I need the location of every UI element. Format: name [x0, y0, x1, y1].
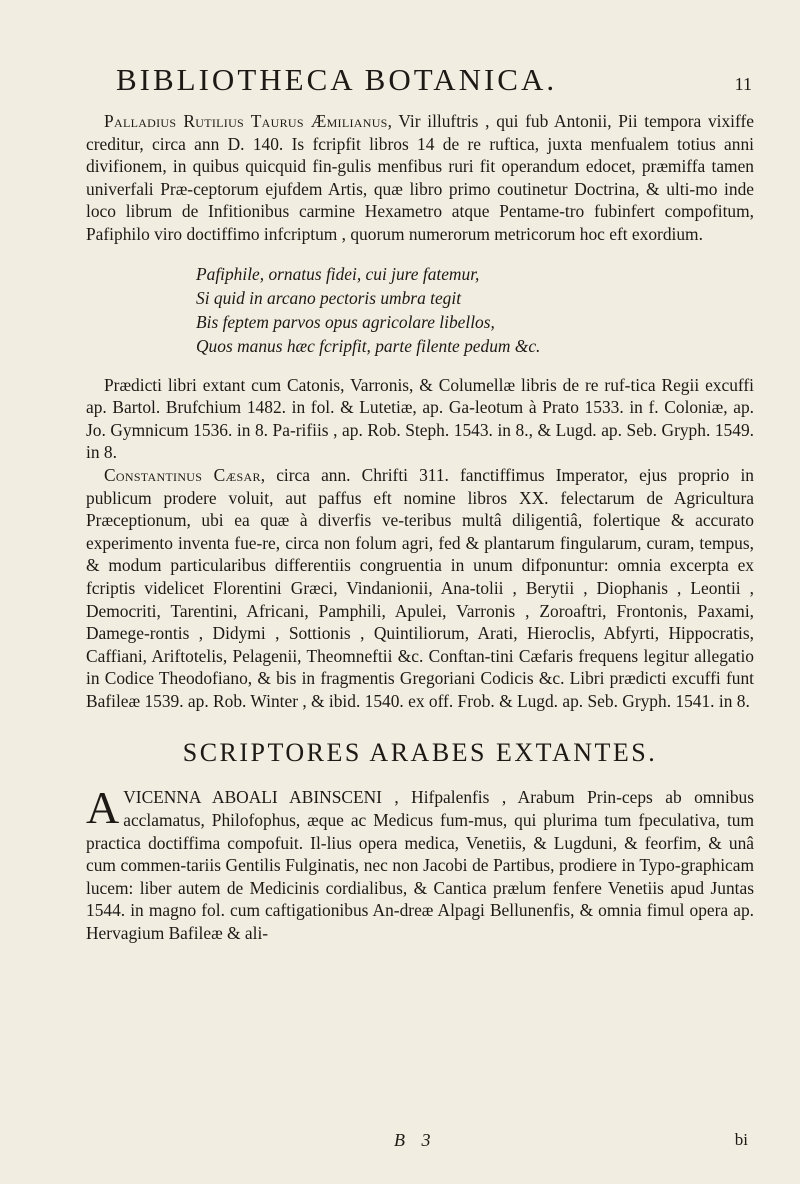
verse-line: Bis feptem parvos opus agricolare libellos, [196, 311, 495, 332]
verse-line: Quos manus hæc fcripfit, parte filente pedum &c. [196, 335, 541, 356]
entry-avicenna [86, 782, 754, 944]
verse-line: Pafiphile, ornatus fidei, cui jure fatemur, [196, 263, 480, 284]
entry-avicenna-text: VICENNA ABOALI ABINSCENI , Hifpalenfis , Arabum Prin-ceps ab omnibus acclamatus, Philofophus, æque ac Medicus fum-mus, qui plurima tum fpeculativa, tum practica doctiffima compofuit. Il-lius opera medica, Venetiis, & Lugduni, & feorfim, & unâ cum commen-tariis Gentilis Fulginatis, nec non Jacobi de Partibus, prodiere in Typo-graphicam lucem: liber autem de Medicinis cordialibus, & Cantica prælum fenfere Venetiis apud Juntas 1544. in magno fol. cum caftigationibus An-dreæ Alpagi Bellunenfis, & omnia fimul opera ap. Hervagium Bafileæ & ali- [86, 787, 754, 944]
signature-mark: B 3 [394, 1130, 437, 1150]
editions-paragraph: Prædicti libri extant cum Catonis, Varronis, & Columellæ libris de re ruf-tica Regii excuffi ap. Bartol. Brufchium 1482. in fol. & Lutetiæ, ap. Ga-leotum à Prato 1533. in f. Coloniæ, ap. Jo. Gymnicum 1536. in 8. Pa-rifiis , ap. Rob. Steph. 1543. in 8., & Lugd. ap. Seb. Gryph. 1549. in 8. [86, 374, 754, 463]
author-name-palladius: Palladius Rutilius Taurus Æmilianus [104, 111, 388, 131]
author-name-constantinus: Constantinus Cæsar [104, 464, 261, 485]
entry-palladius [86, 110, 754, 246]
drop-cap: A [86, 782, 120, 834]
verse-line: Si quid in arcano pectoris umbra tegit [196, 287, 462, 308]
running-head [116, 62, 754, 98]
catchword: bi [734, 1130, 748, 1149]
entry-palladius-text: , Vir illuftris , qui fub Antonii, Pii tempora vixiffe creditur, circa ann D. 140. Is fcripfit libros 14 de re ruftica, juxta menfualem totius anni divifionem, in quibus quicquid fin-gulis menfibus ruri fit operandum edocet, præmiffa tamen univerfali Præ-ceptorum ejufdem Artis, quæ libro primo coutinetur Doctrina, & ulti-mo inde loco librum de Infitionibus carmine Hexametro atque Pentame-tro fubinfert compofitum, Pafiphilo viro doctiffimo infcriptum , quorum numerorum metricorum hoc eft exordium. [86, 111, 755, 244]
verse-quotation [196, 262, 754, 358]
entry-constantinus-text: , circa ann. Chrifti 311. fanctiffimus Imperator, ejus proprio in publicum prodere voluit, aut paffus eft nomine libros XX. felectarum de Agricultura Præceptionum, ubi ea quæ à diverfis ve-teribus multâ diligentiâ, folertique & accurato experimento inventa fue-re, circa non folum agri, fed & plantarum fingularum, curam, tempus, & modum particularibus differentiis congruentia in unum difponuntur: omnia excerpta ex fcriptis videlicet Florentini Græci, Vindanionii, Ana-tolii , Berytii , Diophanis , Leontii , Democriti, Tarentini, Africani, Pamphili, Apulei, Varronis , Zoroaftri, Frontonis, Paxami, Damege-rontis , Didymi , Sottionis , Quintiliorum, Arati, Hieroclis, Abfyrti, Hippocratis, Caffiani, Ariftotelis, Pelagenii, Theomneftii &c. Conftan-tini Cæfaris frequens legitur allegatio in Codice Theodofiano, & bis in fragmentis Gregoriani Codicis &c. Libri prædicti excuffi funt Bafileæ 1539. ap. Rob. Winter , & ibid. 1540. ex off. Frob. & Lugd. ap. Seb. Gryph. 1541. in 8. [86, 464, 754, 711]
running-title: BIBLIOTHECA BOTANICA. [116, 62, 558, 97]
section-title: SCRIPTORES ARABES EXTANTES. [182, 738, 658, 768]
entry-constantinus [86, 464, 754, 713]
page-number: 11 [734, 74, 752, 94]
